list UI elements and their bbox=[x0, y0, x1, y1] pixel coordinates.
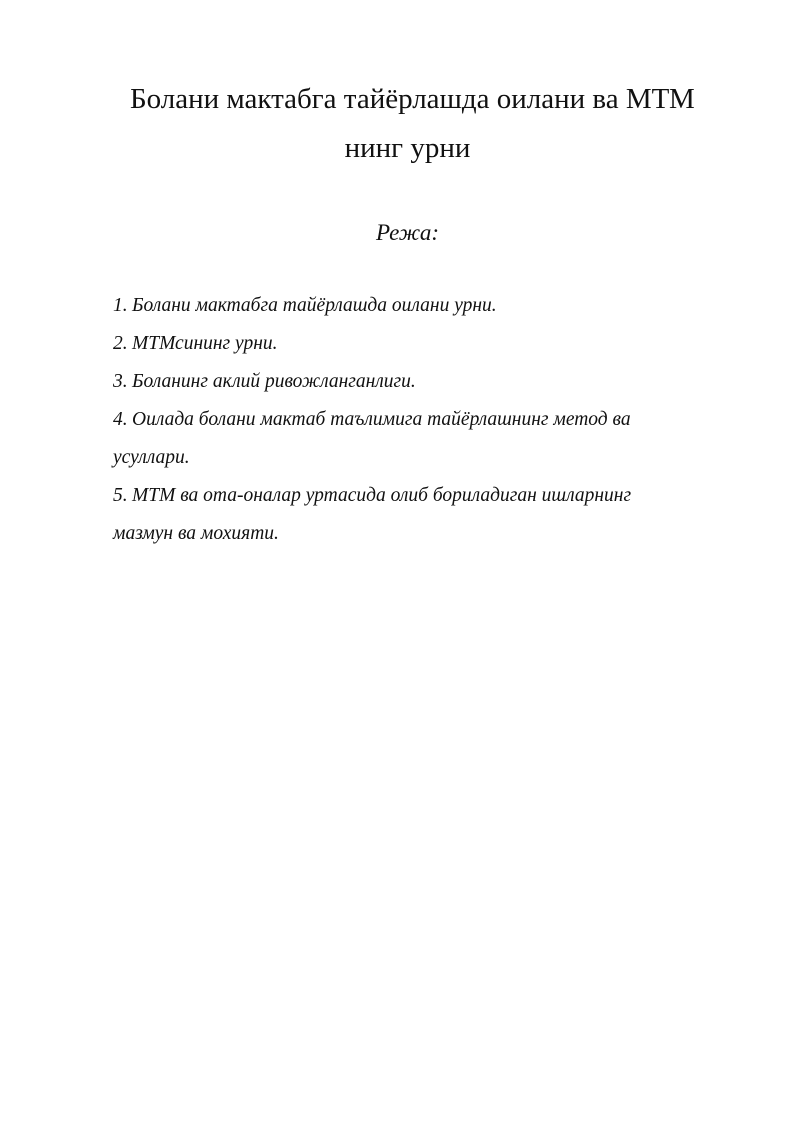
plan-item-number: 5. bbox=[113, 485, 128, 506]
plan-list bbox=[113, 287, 713, 553]
title-line-1: Болани мактабга тайёрлашда оилани ва МТМ bbox=[130, 83, 695, 115]
plan-item-text: усуллари. bbox=[113, 447, 190, 468]
plan-item-text: Боланинг аклий ривожланганлиги. bbox=[132, 371, 416, 392]
plan-item-5 bbox=[113, 477, 713, 515]
plan-item-text: Болани мактабга тайёрлашда оилани урни. bbox=[132, 295, 497, 316]
plan-item-number: 2. bbox=[113, 333, 128, 354]
plan-heading: Режа: bbox=[375, 220, 440, 245]
plan-item-text: мазмун ва мохияти. bbox=[113, 523, 279, 544]
plan-item-text: Оилада болани мактаб таълимига тайёрлашнинг метод ва bbox=[132, 409, 631, 430]
plan-item-number: 3. bbox=[113, 371, 128, 392]
page-title bbox=[115, 75, 695, 173]
plan-item-text: МТМ ва ота-оналар уртасида олиб бориладиган ишларнинг bbox=[132, 485, 632, 506]
plan-item-5-continuation bbox=[113, 515, 713, 553]
plan-item-1 bbox=[113, 287, 713, 325]
plan-item-3 bbox=[113, 363, 713, 401]
plan-item-4 bbox=[113, 401, 713, 439]
plan-item-text: МТМсининг урни. bbox=[132, 333, 278, 354]
title-line-2: нинг урни bbox=[344, 132, 471, 164]
plan-item-2 bbox=[113, 325, 713, 363]
plan-item-4-continuation bbox=[113, 439, 713, 477]
plan-item-number: 4. bbox=[113, 409, 128, 430]
plan-item-number: 1. bbox=[113, 295, 128, 316]
